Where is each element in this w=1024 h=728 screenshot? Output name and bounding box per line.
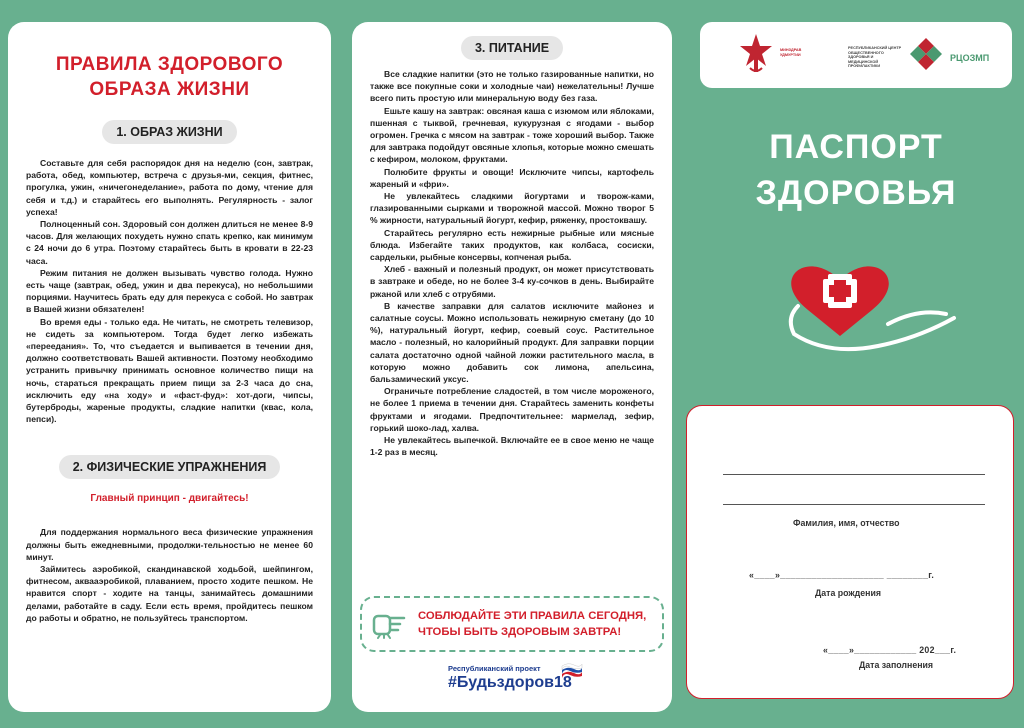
project-hashtag: #Будьздоров18 (448, 674, 572, 691)
paragraph: Не увлекайтесь выпечкой. Включайте ее в свое меню не чаще 1-2 раз в месяц. (370, 435, 654, 458)
paragraph: Режим питания не должен вызывать чувство голода. Нужно есть чаще (завтрак, обед, ужин и два перекуса), но небольшими порциями. Научитесь брать еду для перекуса с собой. Но завтрак в Вашей жизни обязателен! (26, 267, 313, 315)
paragraph: Ешьте кашу на завтрак: овсяная каша с изюмом или яблоками, пшенная с тыквой, гречневая, кукурузная с ягодами - выбор огромен. Гречка с мясом на завтрак - тоже хороший выбор. Также для завтрака подойдут овсяные хлопья, которые можно смешать с кефиром, молоком, фруктами. (370, 105, 654, 165)
logos-bar (700, 22, 1012, 88)
name-line-2 (723, 504, 985, 505)
hand-pointing-icon (370, 604, 410, 644)
paragraph: Ограничьте потребление сладостей, в том числе мороженого, не более 1 приема в течении дня. Старайтесь заменить конфеты фруктами и ягодами. Предпочтительнее: мармелад, зефир, горький шоко-лад, халва. (370, 386, 654, 433)
nutrition-text (352, 68, 672, 459)
page-title: ПРАВИЛА ЗДОРОВОГО ОБРАЗА ЖИЗНИ (55, 54, 284, 100)
fill-date-template: «____»____________ 202___г. (823, 645, 957, 655)
paragraph: Для поддержания нормального веса физические упражнения должны быть ежедневными, продолжи-тельностью не менее 60 минут. (26, 527, 313, 562)
paragraph: Старайтесь регулярно есть нежирные рыбные или мясные блюда. Избегайте таких продуктов, как колбаса, сосиски, сардельки, рыбные консервы, копченая рыба. (370, 227, 654, 263)
paragraph: Все сладкие напитки (это не только газированные напитки, но также все покупные соки и холодные чаи) нежелательны! Лучше всего пить простую или минеральную воду без газа. (370, 69, 654, 104)
motto-box (360, 596, 664, 652)
motto-text: СОБЛЮДАЙТЕ ЭТИ ПРАВИЛА СЕГОДНЯ, ЧТОБЫ БЫТЬ ЗДОРОВЫМ ЗАВТРА! (418, 610, 647, 638)
birth-date-template: «____»____________________ ________г. (749, 570, 935, 580)
field-fill-label: Дата заполнения (859, 660, 934, 670)
minzdrav-logo-text: МИНЗДРАВ УДМУРТИИ (780, 48, 802, 57)
rules-panel (8, 22, 331, 712)
lifestyle-text (8, 157, 331, 425)
name-line-1 (723, 474, 985, 475)
paragraph: В качестве заправки для салатов исключите майонез и салатные соусы. Можно использовать нежирную сметану (до 10 %), натуральный йогурт, кефир, соевый соус. Растительное масло - полезный, но калорийный продукт. Для заправки порции салата достаточно одной чайной ложки растительного масла, в которую можно добавить сок лимона, апельсина, бальзамический уксус. (370, 300, 654, 385)
field-birth-label: Дата рождения (815, 588, 882, 598)
rcozmp-abbr: РЦОЗМП (950, 53, 990, 63)
section-title-lifestyle: 1. ОБРАЗ ЖИЗНИ (102, 120, 236, 144)
flag-icon (560, 660, 584, 680)
paragraph: Полноценный сон. Здоровый сон должен длиться не менее 8-9 часов. Для желающих похудеть нужно спать крепко, как минимум с 24 ночи до 6 утра. Поэтому старайтесь быть в кровати в 22-23 часа. (26, 219, 313, 266)
cover-title: ПАСПОРТ (769, 128, 943, 166)
rcozmp-logo-icon (906, 36, 946, 74)
field-name-label: Фамилия, имя, отчество (793, 518, 900, 528)
paragraph: Займитесь аэробикой, скандинавской ходьбой, шейпингом, фитнесом, аквааэробикой, плаванием, просто ходите пешком. Не нравится спорт - ходите на танцы, занимайтесь домашними делами, работайте в саду. Если есть время, пройдитесь пешком до работы и обратно, не пользуйтесь транспортом. (26, 564, 313, 623)
section-title-nutrition: 3. ПИТАНИЕ (461, 36, 563, 60)
paragraph: Составьте для себя распорядок дня на неделю (сон, завтрак, работа, обед, компьютер, встреча с друзья-ми, секция, фитнес, прогулка, ужин, «ничегонеделание», работа по дому, чтение для себя и т.д.) и старайтесь его выполнять. Регулярность - залог успеха! (26, 158, 313, 217)
rcozmp-logo-text: РЕСПУБЛИКАНСКИЙ ЦЕНТР ОБЩЕСТВЕННОГО ЗДОРОВЬЯ И МЕДИЦИНСКОЙ ПРОФИЛАКТИКИ (848, 46, 902, 68)
passport-form-card (686, 405, 1014, 699)
paragraph: Хлеб - важный и полезный продукт, он может присутствовать в завтраке и обеде, но не более 3-4 ку-сочков в день. Выбирайте ржаной или хлеб с отрубями. (370, 264, 654, 299)
paragraph: Не увлекайтесь сладкими йогуртами и творож-ками, глазированными сырками и творожной массой. Можно творог 5 % жирности, натуральный йогурт, кефир, ряженку, простоквашу. (370, 191, 654, 226)
exercise-text (8, 526, 331, 624)
section-title-exercise: 2. ФИЗИЧЕСКИЕ УПРАЖНЕНИЯ (59, 455, 281, 479)
cover-subtitle: ЗДОРОВЬЯ (755, 174, 957, 212)
minzdrav-logo-icon (736, 32, 776, 76)
paragraph: Полюбите фрукты и овощи! Исключите чипсы, картофель жареный и «фри». (370, 166, 654, 189)
heart-hand-icon (768, 228, 968, 368)
exercise-principle: Главный принцип - двигайтесь! (90, 493, 249, 505)
project-label: Республиканский проект (448, 664, 541, 673)
paragraph: Во время еды - только еда. Не читать, не смотреть телевизор, не сидеть за компьютером. Тогда будет легко избежать «переедания». То, что съедается и выпивается в течении дня, должно соответствовать Вашей активности. Поэтому необходимо устранить привычку принимать основное количество пищи на ночь, стараться прекращать прием пищи за 2-3 часа до сна, исключить еду «на ходу» и «фаст-фуд»: хот-доги, чипсы, бутерброды, жареные продукты, сладкие напитки (квас, кола, пепси). (26, 316, 313, 425)
